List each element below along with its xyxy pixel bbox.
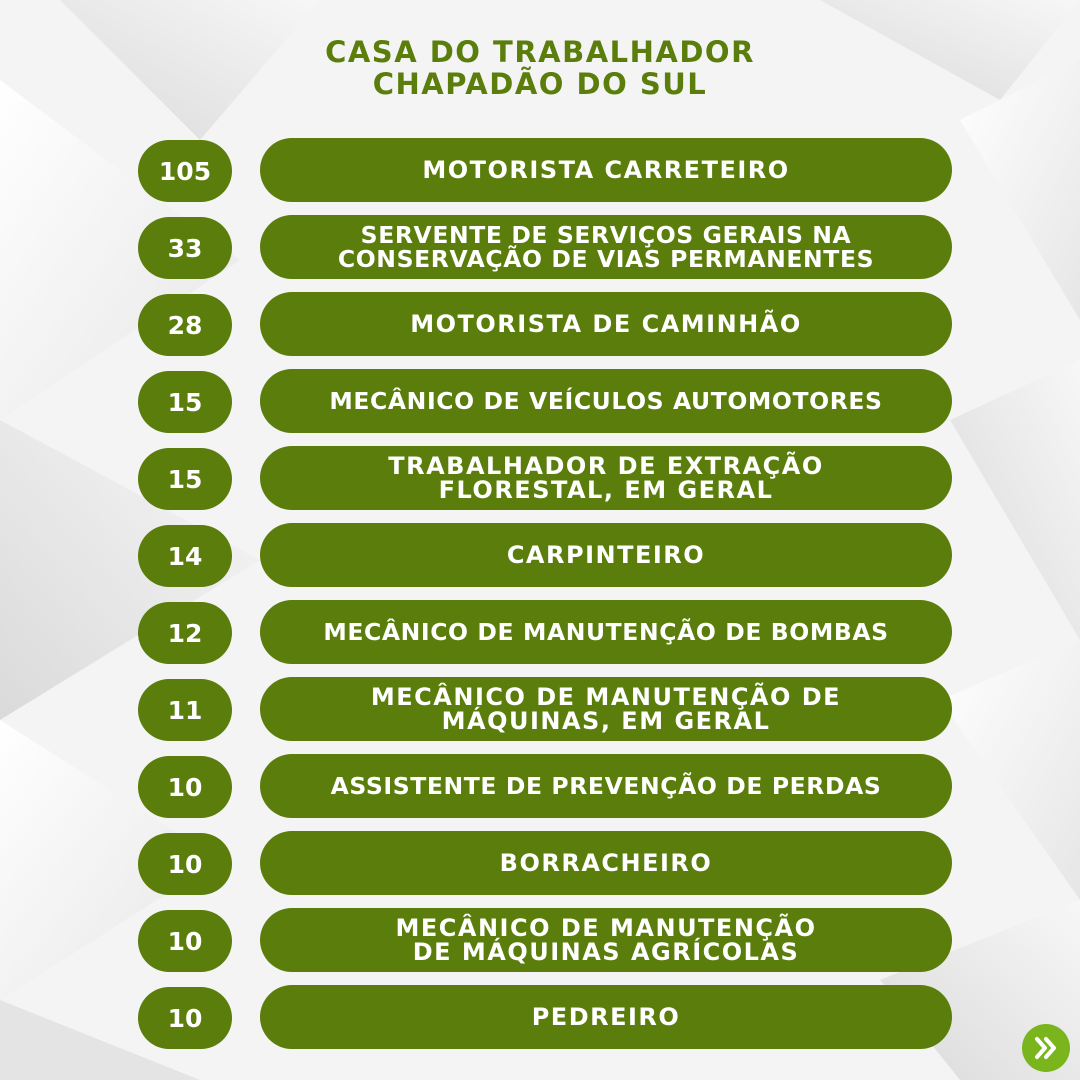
job-title-line: PEDREIRO [531, 1003, 681, 1031]
job-title-line: SERVENTE DE SERVIÇOS GERAIS NA [360, 221, 852, 249]
job-title [260, 831, 952, 895]
title-line-2: CHAPADÃO DO SUL [372, 67, 708, 101]
job-title [260, 523, 952, 587]
job-title-line: CARPINTEIRO [506, 541, 706, 569]
job-title-line: MECÂNICO DE MANUTENÇÃO [395, 914, 817, 942]
job-title-line: CONSERVAÇÃO DE VIAS PERMANENTES [337, 245, 875, 273]
job-title-line: ASSISTENTE DE PREVENÇÃO DE PERDAS [330, 772, 882, 800]
job-row [138, 292, 952, 358]
job-title-line: BORRACHEIRO [499, 849, 713, 877]
job-title-line: FLORESTAL, EM GERAL [438, 476, 774, 504]
job-title-line: MECÂNICO DE VEÍCULOS AUTOMOTORES [329, 387, 883, 415]
next-slide-button[interactable] [1022, 1024, 1070, 1072]
job-row [138, 600, 952, 666]
job-title-line: MECÂNICO DE MANUTENÇÃO DE BOMBAS [323, 618, 889, 646]
job-title-line: MÁQUINAS, EM GERAL [441, 707, 771, 735]
job-row [138, 908, 952, 974]
job-row [138, 754, 952, 820]
vacancy-count: 14 [138, 525, 232, 587]
job-title [260, 908, 952, 972]
vacancy-count: 10 [138, 833, 232, 895]
job-title-line: TRABALHADOR DE EXTRAÇÃO [388, 452, 824, 480]
vacancy-count: 10 [138, 987, 232, 1049]
vacancy-count: 28 [138, 294, 232, 356]
job-title [260, 292, 952, 356]
job-row [138, 677, 952, 743]
job-row [138, 138, 952, 204]
vacancy-count: 10 [138, 910, 232, 972]
job-title [260, 677, 952, 741]
job-row [138, 446, 952, 512]
job-title-line: MOTORISTA DE CAMINHÃO [410, 310, 802, 338]
vacancy-count: 11 [138, 679, 232, 741]
title-line-1: CASA DO TRABALHADOR [325, 35, 755, 69]
job-title [260, 600, 952, 664]
job-row [138, 215, 952, 281]
vacancy-count: 10 [138, 756, 232, 818]
vacancy-count: 12 [138, 602, 232, 664]
double-chevron-right-icon [1031, 1033, 1061, 1063]
job-title [260, 985, 952, 1049]
job-title-line: DE MÁQUINAS AGRÍCOLAS [412, 938, 800, 966]
job-row [138, 369, 952, 435]
job-title-line: MECÂNICO DE MANUTENÇÃO DE [370, 683, 842, 711]
job-title-line: MOTORISTA CARRETEIRO [422, 156, 790, 184]
vacancy-count: 15 [138, 448, 232, 510]
job-title [260, 138, 952, 202]
job-row [138, 985, 952, 1051]
vacancy-count: 15 [138, 371, 232, 433]
job-title [260, 369, 952, 433]
vacancy-count: 105 [138, 140, 232, 202]
job-row [138, 523, 952, 589]
job-title [260, 754, 952, 818]
job-title [260, 446, 952, 510]
vacancy-count: 33 [138, 217, 232, 279]
job-row [138, 831, 952, 897]
job-title [260, 215, 952, 279]
